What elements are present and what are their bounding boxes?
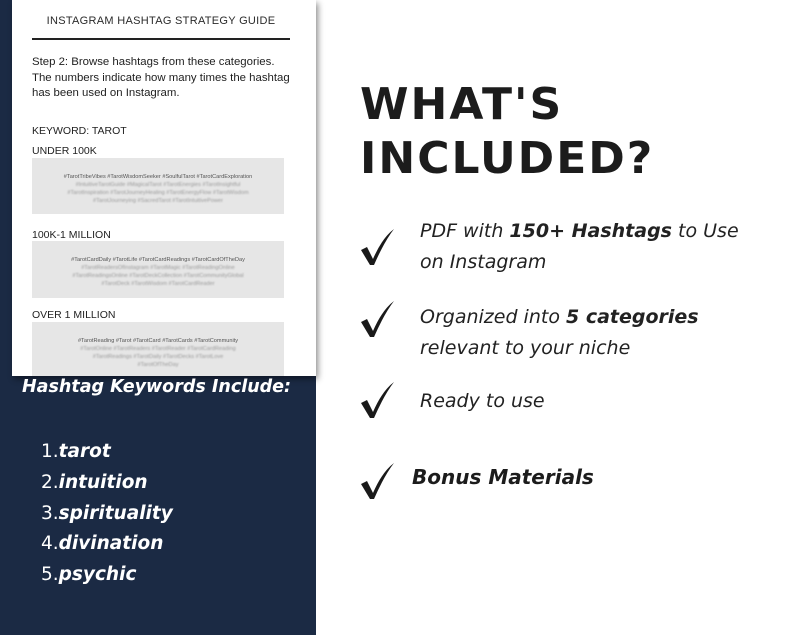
keyword-text: intuition <box>58 471 148 493</box>
guide-preview-page <box>12 0 316 376</box>
tier-label-under-100k: UNDER 100K <box>32 145 97 157</box>
keyword-text: spirituality <box>58 502 173 524</box>
feature-ready <box>420 386 780 417</box>
page-title-line-2: INCLUDED? <box>360 133 655 184</box>
keyword-text: tarot <box>58 441 111 462</box>
feature-line <box>420 216 780 247</box>
keyword-label: KEYWORD: TAROT <box>32 125 127 137</box>
hashtag-line: #TarotCardDaily #TarotLife #TarotCardReadings #TarotCardOfTheDay <box>71 257 245 263</box>
hashtag-line-blurred: #TarotReadings #TarotDaily #TarotDecks #TarotLove <box>92 354 224 360</box>
feature-text: PDF with <box>420 220 510 242</box>
page-title-line-1: WHAT'S <box>360 79 564 130</box>
keyword-number: 2. <box>41 471 59 493</box>
feature-text: to Use <box>671 220 739 242</box>
keyword-text: divination <box>58 533 164 555</box>
hashtag-box-100k-1m <box>32 241 284 298</box>
list-item <box>41 499 173 530</box>
feature-highlight: 5 categories <box>566 306 699 328</box>
page-title <box>360 78 780 186</box>
feature-line <box>420 302 780 333</box>
keywords-heading: Hashtag Keywords Include: <box>22 377 292 397</box>
step-instructions: Step 2: Browse hashtags from these categories. The numbers indicate how many times the hashtag has been used on Instagram. <box>32 56 290 99</box>
hashtag-line-blurred: #IntuitiveTarotGuide #MagicalTarot #TarotEnergies #TarotInsightful <box>75 182 241 188</box>
feature-hashtags <box>420 216 780 278</box>
keyword-number: 4. <box>41 533 59 555</box>
hashtag-line-blurred: #TarotOfTheDay <box>137 362 179 368</box>
hashtag-line-blurred: #TarotReadingsOnline #TarotDeckCollection #TarotCommunityGlobal <box>72 273 244 279</box>
tier-label-over-1m: OVER 1 MILLION <box>32 309 116 321</box>
hashtag-box-over-1m <box>32 322 284 376</box>
feature-line: on Instagram <box>420 251 547 273</box>
hashtag-line: #TarotTribeVibes #TarotWisdomSeeker #SoulfulTarot #TarotCardExploration <box>63 174 253 180</box>
checkmark-icon <box>358 379 398 419</box>
checkmark-icon <box>358 298 398 338</box>
list-item <box>41 468 173 499</box>
hashtag-line-blurred: #TarotInspiration #TarotJourneyHealing #TarotEnergyFlow #TarotWisdom <box>67 190 249 196</box>
keyword-number: 5. <box>41 564 59 586</box>
keyword-list <box>41 437 173 591</box>
keyword-text: psychic <box>58 564 137 586</box>
bonus-materials: Bonus Materials <box>412 465 594 489</box>
list-item <box>41 560 173 591</box>
feature-line: relevant to your niche <box>420 337 631 359</box>
hashtag-box-under-100k <box>32 158 284 214</box>
hashtag-line-blurred: #TarotOnline #TarotReaders #TarotReader #TarotCardReading <box>80 346 236 352</box>
title-divider <box>32 38 290 40</box>
feature-line <box>420 386 780 417</box>
keyword-number: 3. <box>41 502 59 524</box>
tier-label-100k-1m: 100K-1 MILLION <box>32 229 111 241</box>
feature-text: Ready to use <box>420 390 545 412</box>
keyword-number: 1. <box>41 441 59 462</box>
hashtag-line-blurred: #TarotJourneying #SacredTarot #TarotIntuitivePower <box>93 198 223 204</box>
list-item <box>41 437 173 468</box>
feature-text: Organized into <box>420 306 566 328</box>
guide-title: INSTAGRAM HASHTAG STRATEGY GUIDE <box>46 15 276 27</box>
hashtag-line: #TarotReading #Tarot #TarotCard #TarotCards #TarotCommunity <box>77 338 239 344</box>
hashtag-line-blurred: #TarotDeck #TarotWisdom #TarotCardReader <box>101 281 215 287</box>
feature-highlight: 150+ Hashtags <box>509 220 672 242</box>
feature-categories <box>420 302 780 364</box>
hashtag-line-blurred: #TarotReadersOfInstagram #TarotMagic #TarotReadingOnline <box>81 265 235 271</box>
list-item <box>41 529 173 560</box>
checkmark-icon <box>358 226 398 266</box>
checkmark-icon <box>358 460 398 500</box>
left-panel <box>0 0 316 635</box>
